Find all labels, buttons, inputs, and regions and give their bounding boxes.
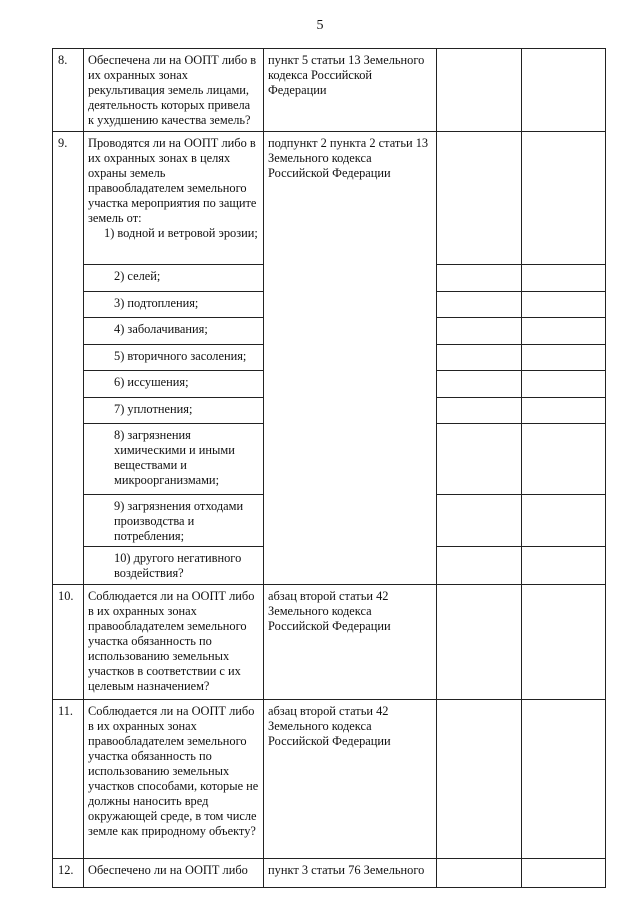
answer-cell — [437, 345, 522, 371]
answer-cell — [437, 318, 522, 345]
answer-cell — [437, 495, 522, 547]
table-row — [53, 49, 606, 132]
answer-cell — [437, 49, 522, 132]
reference-cell: абзац второй статьи 42 Земельного кодекса Российской Федерации — [264, 700, 437, 859]
answer-cell — [437, 547, 522, 585]
answer-cell — [437, 424, 522, 495]
note-cell — [522, 371, 606, 398]
sub-item: 2) селей; — [84, 265, 264, 292]
answer-cell — [437, 585, 522, 700]
table-row — [53, 859, 606, 888]
note-cell — [522, 292, 606, 318]
answer-cell — [437, 398, 522, 424]
reference-cell: пункт 3 статьи 76 Земельного — [264, 859, 437, 888]
table-row — [53, 700, 606, 859]
note-cell — [522, 132, 606, 265]
note-cell — [522, 398, 606, 424]
reference-cell: пункт 5 статьи 13 Земельного кодекса Российской Федерации — [264, 49, 437, 132]
question-cell: Обеспечена ли на ООПТ либо в их охранных зонах рекультивация земель лицами, деятельность которых привела к ухудшению качества земель? — [84, 49, 264, 132]
answer-cell — [437, 292, 522, 318]
sub-item: 3) подтопления; — [84, 292, 264, 318]
row-number: 8. — [53, 49, 84, 132]
answer-cell — [437, 265, 522, 292]
note-cell — [522, 318, 606, 345]
row-number: 9. — [53, 132, 84, 585]
question-cell: Соблюдается ли на ООПТ либо в их охранных зонах правообладателем земельного участка обязанность по использованию земельных участков в соответствии с их целевым назначением? — [84, 585, 264, 700]
row-number: 12. — [53, 859, 84, 888]
table-row — [53, 585, 606, 700]
note-cell — [522, 345, 606, 371]
sub-item: 8) загрязнения химическими и иными веществами и микроорганизмами; — [84, 424, 264, 495]
note-cell — [522, 424, 606, 495]
note-cell — [522, 547, 606, 585]
table-row — [53, 132, 606, 265]
sub-item: 9) загрязнения отходами производства и потребления; — [84, 495, 264, 547]
sub-item: 6) иссушения; — [84, 371, 264, 398]
question-cell — [84, 132, 264, 265]
note-cell — [522, 49, 606, 132]
note-cell — [522, 265, 606, 292]
note-cell — [522, 859, 606, 888]
reference-cell: подпункт 2 пункта 2 статьи 13 Земельного кодекса Российской Федерации — [264, 132, 437, 585]
sub-item: 7) уплотнения; — [84, 398, 264, 424]
note-cell — [522, 495, 606, 547]
sub-item: 4) заболачивания; — [84, 318, 264, 345]
page-number: 5 — [316, 18, 324, 33]
answer-cell — [437, 859, 522, 888]
sub-item: 10) другого негативного воздействия? — [84, 547, 264, 585]
answer-cell — [437, 700, 522, 859]
question-cell: Соблюдается ли на ООПТ либо в их охранных зонах правообладателем земельного участка обязанность по использованию земельных участков способами, которые не должны наносить вред окружающей среде, в том числе земле как природному объекту? — [84, 700, 264, 859]
checklist-table — [52, 48, 606, 888]
answer-cell — [437, 371, 522, 398]
question-text: Проводятся ли на ООПТ либо в их охранных зонах в целях охраны земель правообладателем земельного участка мероприятия по защите земель от: — [88, 136, 257, 225]
answer-cell — [437, 132, 522, 265]
row-number: 10. — [53, 585, 84, 700]
note-cell — [522, 700, 606, 859]
note-cell — [522, 585, 606, 700]
question-cell: Обеспечено ли на ООПТ либо — [84, 859, 264, 888]
reference-cell: абзац второй статьи 42 Земельного кодекса Российской Федерации — [264, 585, 437, 700]
row-number: 11. — [53, 700, 84, 859]
sub-item: 5) вторичного засоления; — [84, 345, 264, 371]
sub-item: 1) водной и ветровой эрозии; — [104, 226, 258, 240]
